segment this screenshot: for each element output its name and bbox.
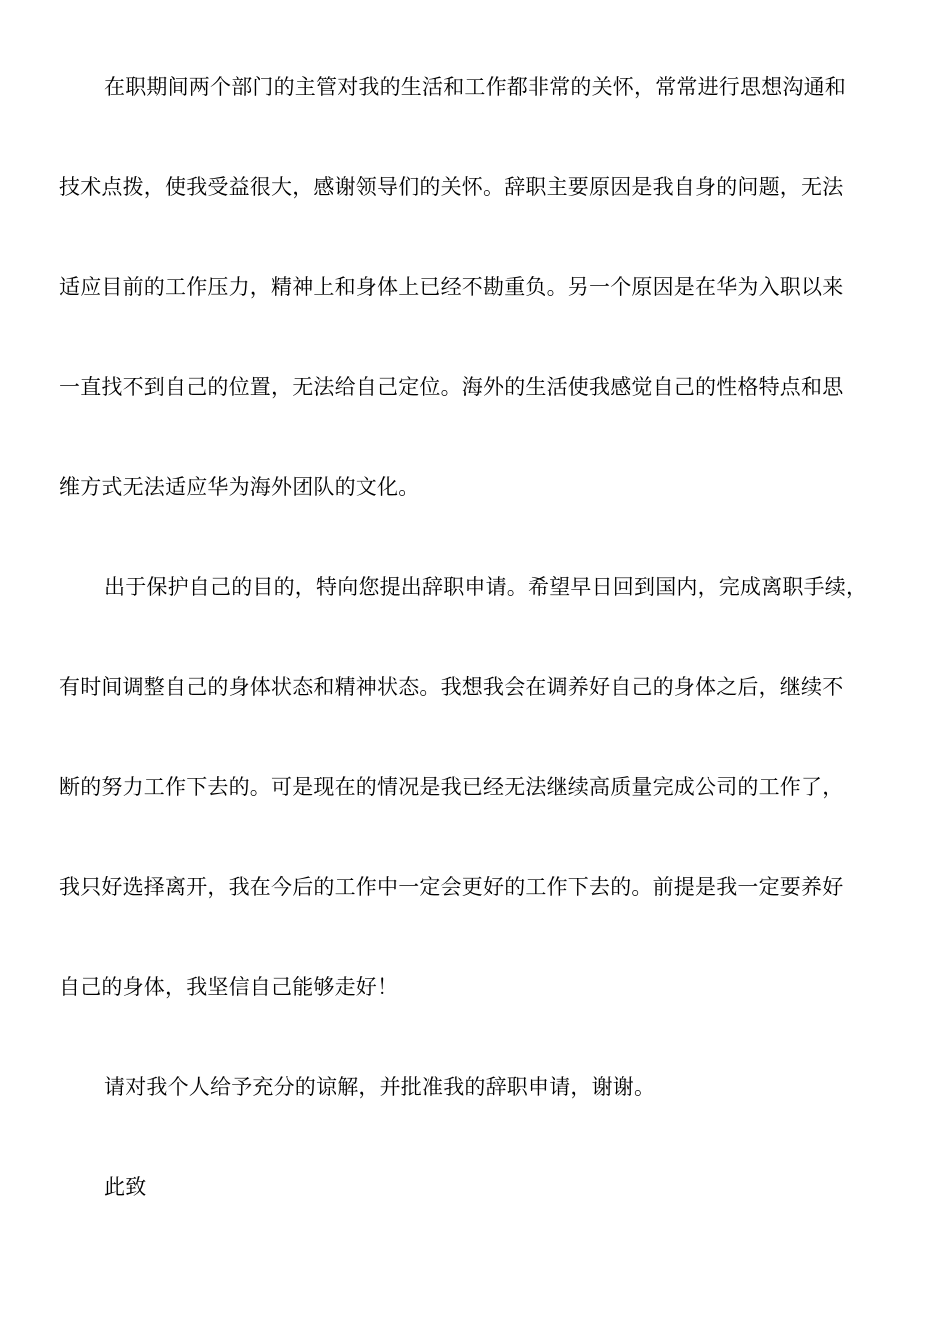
paragraph-2-line-5: 自己的身体，我坚信自己能够走好！ [59,975,399,999]
paragraph-2-line-1: 出于保护自己的目的，特向您提出辞职申请。希望早日回到国内，完成离职手续， [104,575,868,599]
paragraph-1-line-5: 维方式无法适应华为海外团队的文化。 [59,475,420,499]
paragraph-2-line-2: 有时间调整自己的身体状态和精神状态。我想我会在调养好自己的身体之后，继续不 [59,675,844,699]
paragraph-1-line-3: 适应目前的工作压力，精神上和身体上已经不勘重负。另一个原因是在华为入职以来 [59,275,844,299]
paragraph-2-line-3: 断的努力工作下去的。可是现在的情况是我已经无法继续高质量完成公司的工作了， [59,775,844,799]
paragraph-1-line-2: 技术点拨，使我受益很大，感谢领导们的关怀。辞职主要原因是我自身的问题，无法 [59,175,844,199]
paragraph-1-line-4: 一直找不到自己的位置，无法给自己定位。海外的生活使我感觉自己的性格特点和思 [59,375,844,399]
closing-salutation: 此致 [104,1175,147,1199]
paragraph-3: 请对我个人给予充分的谅解，并批准我的辞职申请，谢谢。 [104,1075,656,1099]
paragraph-2-line-4: 我只好选择离开，我在今后的工作中一定会更好的工作下去的。前提是我一定要养好 [59,875,844,899]
paragraph-1-line-1: 在职期间两个部门的主管对我的生活和工作都非常的关怀，常常进行思想沟通和 [104,75,846,99]
